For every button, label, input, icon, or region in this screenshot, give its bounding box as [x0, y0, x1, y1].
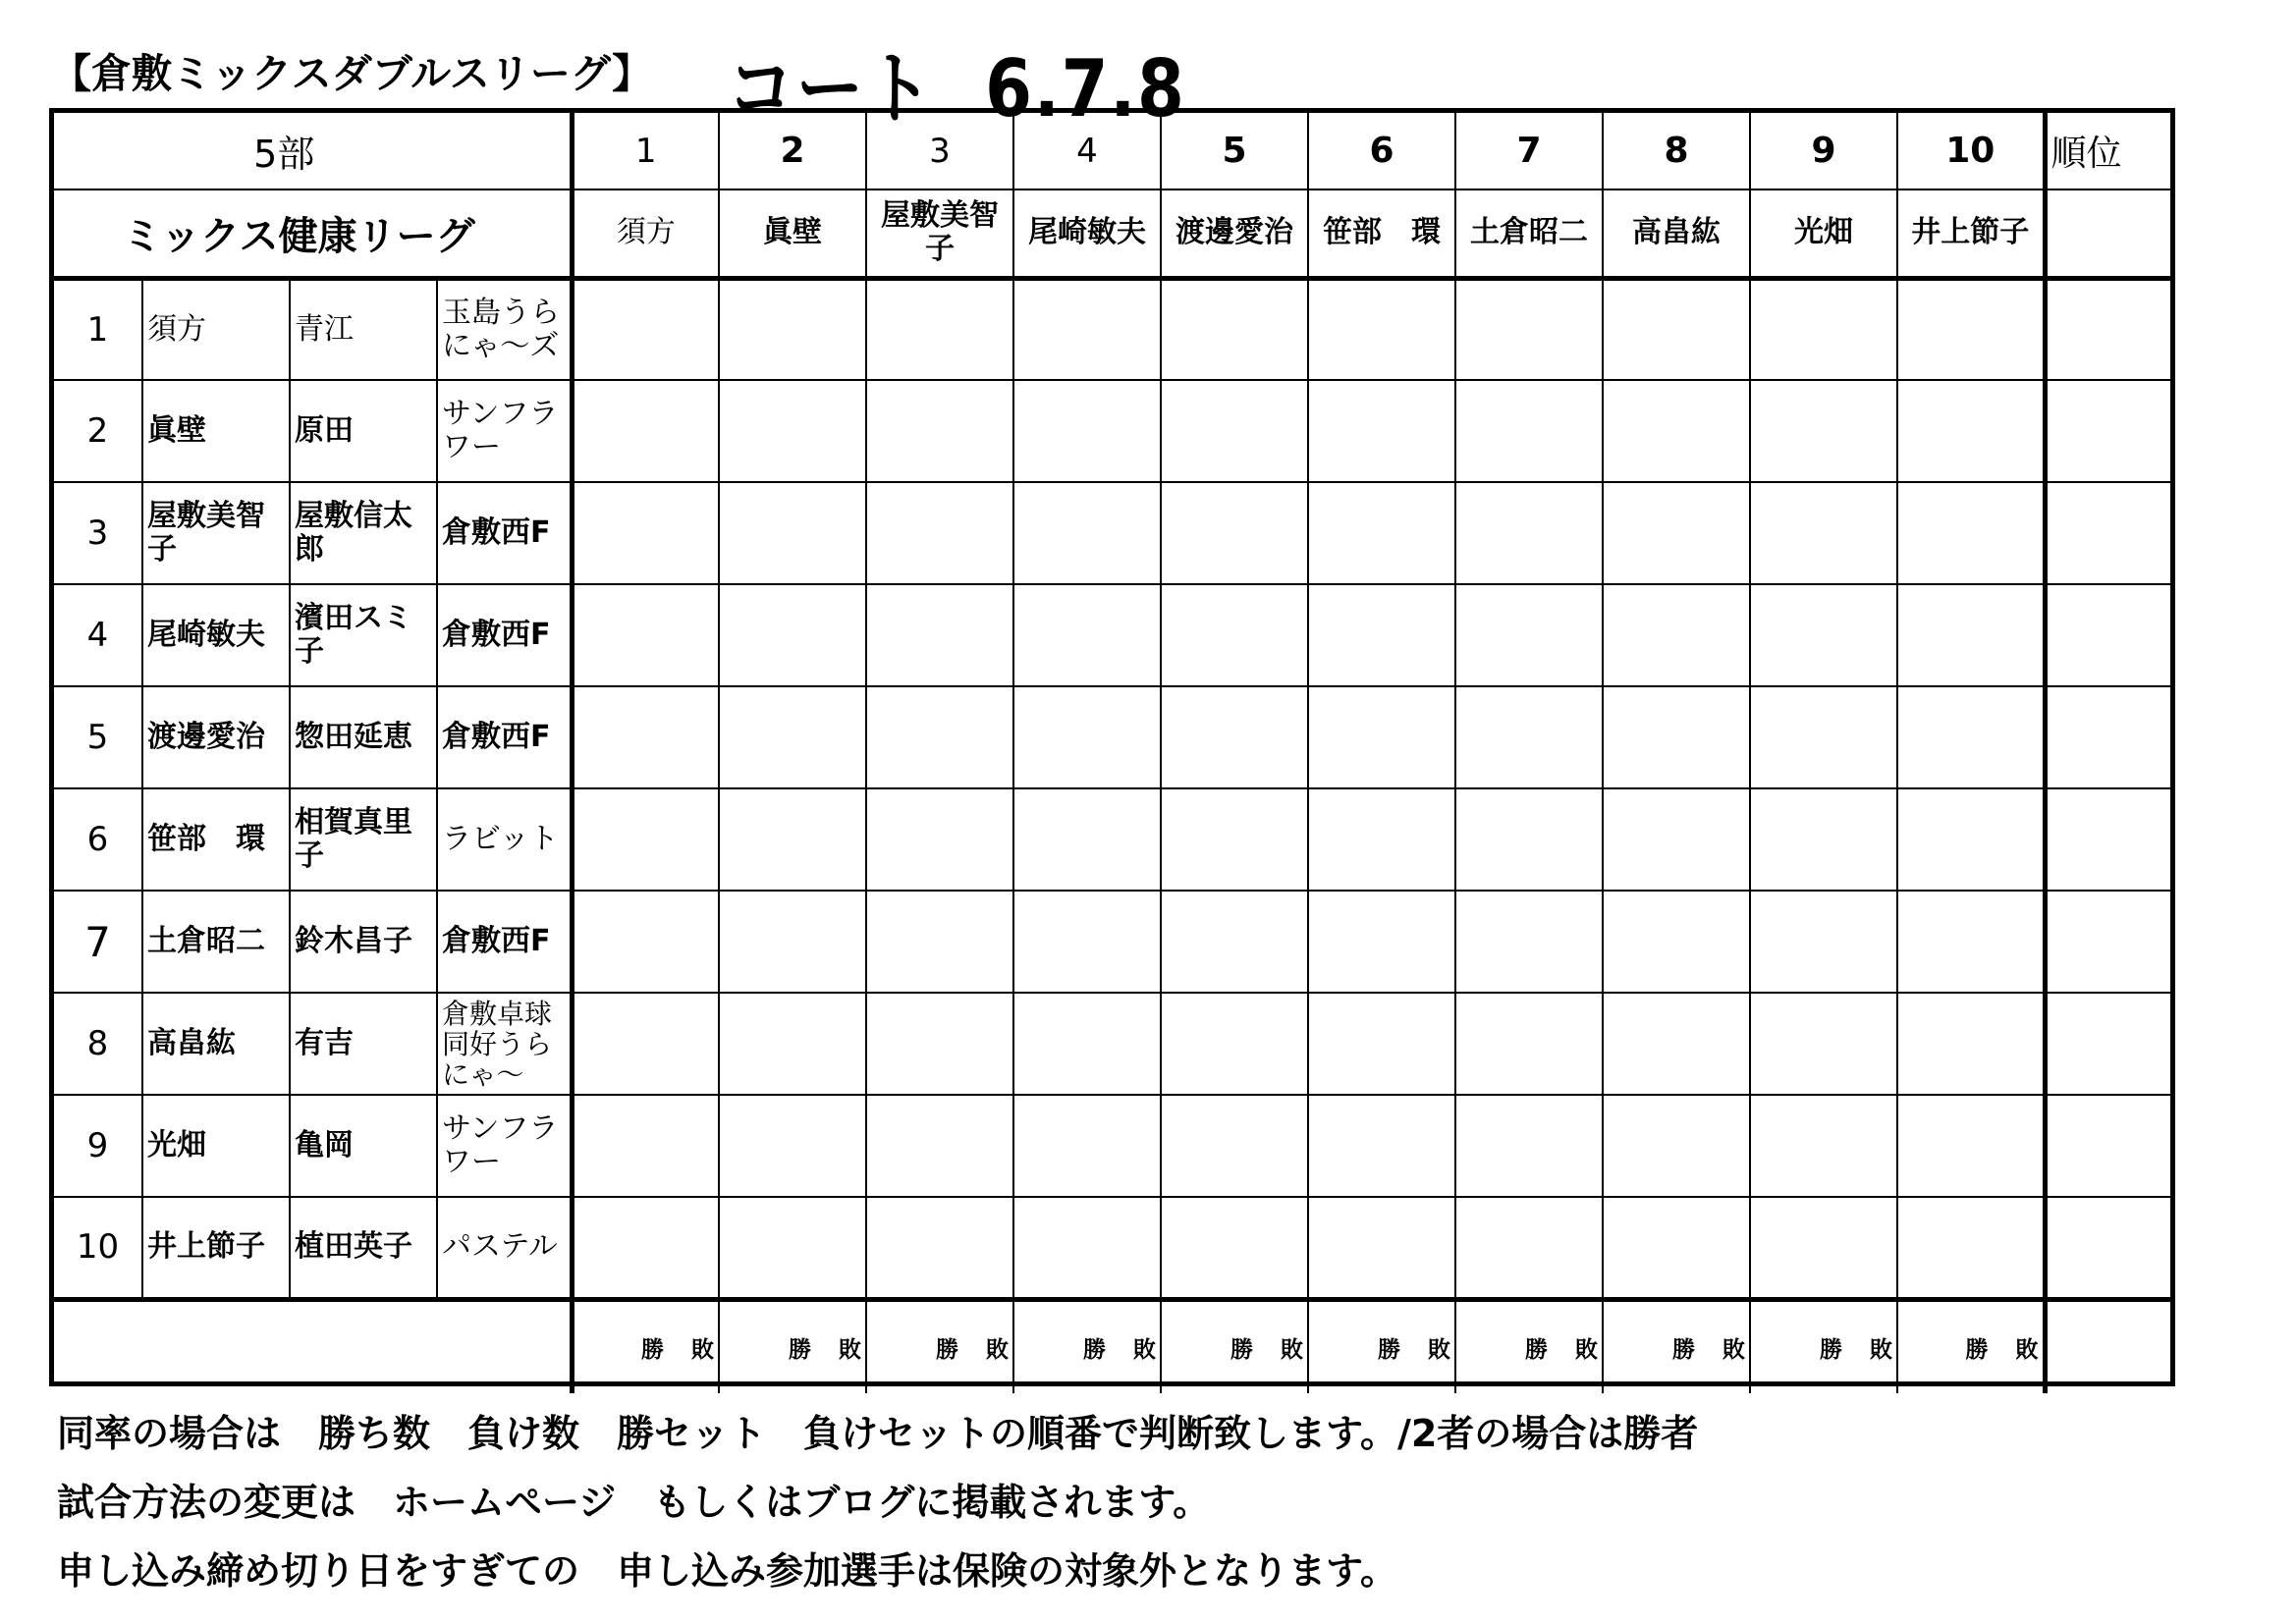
result-cell[interactable] [572, 686, 719, 788]
rank-cell[interactable] [2045, 1095, 2170, 1197]
result-cell[interactable] [572, 788, 719, 891]
result-cell[interactable] [1750, 1095, 1897, 1197]
loss-label: 敗 [1575, 1336, 1598, 1363]
partner-name: 亀岡 [290, 1095, 437, 1197]
column-name: 渡邊愛治 [1161, 189, 1308, 278]
column-name: 笹部 環 [1308, 189, 1455, 278]
club-name: 玉島うらにゃ～ズ [437, 278, 572, 380]
result-cell[interactable] [1161, 482, 1308, 584]
rank-cell[interactable] [2045, 380, 2170, 482]
result-cell[interactable] [1308, 380, 1455, 482]
win-loss-cell[interactable] [572, 1299, 719, 1393]
row-number: 5 [54, 686, 142, 788]
result-cell[interactable] [572, 1095, 719, 1197]
result-cell[interactable] [1308, 788, 1455, 891]
result-cell[interactable] [572, 584, 719, 686]
result-cell[interactable] [719, 993, 866, 1095]
result-cell[interactable] [1013, 482, 1161, 584]
result-cell[interactable] [1897, 891, 2045, 993]
result-cell[interactable] [1161, 380, 1308, 482]
result-cell[interactable] [1013, 993, 1161, 1095]
result-cell[interactable] [866, 686, 1013, 788]
player-row [54, 380, 2170, 482]
result-cell[interactable] [866, 1197, 1013, 1299]
win-label: 勝 [1083, 1336, 1106, 1363]
division-label: 5部 [54, 113, 572, 189]
result-cell[interactable] [1308, 686, 1455, 788]
row-number: 7 [54, 891, 142, 993]
result-cell[interactable] [1308, 1197, 1455, 1299]
rank-cell[interactable] [2045, 891, 2170, 993]
win-label: 勝 [789, 1336, 811, 1363]
win-loss-cell[interactable] [866, 1299, 1013, 1393]
result-cell[interactable] [1455, 380, 1603, 482]
column-number: 3 [866, 113, 1013, 189]
column-name: 光畑 [1750, 189, 1897, 278]
note-line: 申し込み締め切り日をすぎての 申し込み参加選手は保険の対象外となります。 [57, 1549, 1397, 1593]
header-name-row [54, 189, 2170, 278]
club-name: サンフラワー [437, 1095, 572, 1197]
loss-label: 敗 [2015, 1336, 2039, 1363]
player-name: 眞壁 [142, 380, 290, 482]
club-name: パステル [437, 1197, 572, 1299]
result-cell[interactable] [1603, 686, 1750, 788]
result-cell[interactable] [1013, 380, 1161, 482]
result-cell[interactable] [572, 993, 719, 1095]
win-loss-cell[interactable] [719, 1299, 866, 1393]
column-number: 1 [572, 113, 719, 189]
notes [57, 1399, 1698, 1605]
result-cell[interactable] [1897, 993, 2045, 1095]
result-cell[interactable] [1750, 686, 1897, 788]
player-name: 井上節子 [142, 1197, 290, 1299]
result-cell[interactable] [1161, 686, 1308, 788]
result-cell[interactable] [1455, 278, 1603, 380]
result-cell[interactable] [1603, 993, 1750, 1095]
note-line: 試合方法の変更は ホームページ もしくはブログに掲載されます。 [57, 1481, 1211, 1524]
column-number: 7 [1455, 113, 1603, 189]
column-name: 屋敷美智子 [866, 189, 1013, 278]
result-cell[interactable] [719, 380, 866, 482]
result-cell[interactable] [1161, 993, 1308, 1095]
loss-label: 敗 [1133, 1336, 1156, 1363]
result-cell[interactable] [1013, 1095, 1161, 1197]
rank-cell[interactable] [2045, 482, 2170, 584]
result-cell[interactable] [1455, 1197, 1603, 1299]
player-row [54, 686, 2170, 788]
result-cell[interactable] [1013, 278, 1161, 380]
column-number: 10 [1897, 113, 2045, 189]
result-cell[interactable] [1013, 584, 1161, 686]
result-cell[interactable] [1750, 278, 1897, 380]
player-name: 笹部 環 [142, 788, 290, 891]
row-number: 9 [54, 1095, 142, 1197]
result-cell[interactable] [1603, 278, 1750, 380]
column-number: 2 [719, 113, 866, 189]
result-cell[interactable] [719, 278, 866, 380]
result-cell[interactable] [1455, 482, 1603, 584]
result-cell[interactable] [572, 482, 719, 584]
player-row [54, 788, 2170, 891]
player-name: 土倉昭二 [142, 891, 290, 993]
partner-name: 原田 [290, 380, 437, 482]
win-label: 勝 [1965, 1336, 1989, 1363]
result-cell[interactable] [866, 1095, 1013, 1197]
result-cell[interactable] [866, 278, 1013, 380]
rank-header-blank [2045, 189, 2170, 278]
result-cell[interactable] [1897, 788, 2045, 891]
column-name: 井上節子 [1897, 189, 2045, 278]
club-name: サンフラワー [437, 380, 572, 482]
rank-cell[interactable] [2045, 278, 2170, 380]
player-row [54, 584, 2170, 686]
result-cell[interactable] [866, 482, 1013, 584]
win-label: 勝 [1672, 1336, 1695, 1363]
club-name: 倉敷西F [437, 686, 572, 788]
result-cell[interactable] [1603, 584, 1750, 686]
loss-label: 敗 [1428, 1336, 1450, 1363]
result-cell[interactable] [1750, 482, 1897, 584]
column-number: 4 [1013, 113, 1161, 189]
win-loss-cell[interactable] [1603, 1299, 1750, 1393]
footer-blank [54, 1299, 572, 1393]
result-cell[interactable] [1603, 891, 1750, 993]
partner-name: 濱田スミ子 [290, 584, 437, 686]
column-name: 高畠紘 [1603, 189, 1750, 278]
win-loss-cell[interactable] [1161, 1299, 1308, 1393]
result-cell[interactable] [719, 788, 866, 891]
result-cell[interactable] [572, 380, 719, 482]
result-cell[interactable] [1750, 584, 1897, 686]
result-cell[interactable] [1013, 891, 1161, 993]
result-cell[interactable] [1455, 686, 1603, 788]
rank-cell[interactable] [2045, 584, 2170, 686]
partner-name: 惣田延恵 [290, 686, 437, 788]
court-label: コート [727, 43, 935, 135]
result-cell[interactable] [1603, 482, 1750, 584]
club-name: 倉敷卓球同好うらにゃ～ [437, 993, 572, 1095]
result-cell[interactable] [1455, 891, 1603, 993]
player-row [54, 482, 2170, 584]
result-cell[interactable] [1455, 1095, 1603, 1197]
loss-label: 敗 [1722, 1336, 1745, 1363]
player-name: 渡邊愛治 [142, 686, 290, 788]
player-row [54, 1095, 2170, 1197]
column-name: 土倉昭二 [1455, 189, 1603, 278]
result-cell[interactable] [1161, 278, 1308, 380]
result-cell[interactable] [866, 380, 1013, 482]
row-number: 2 [54, 380, 142, 482]
win-label: 勝 [1525, 1336, 1548, 1363]
rank-header: 順位 [2045, 113, 2170, 189]
win-label: 勝 [1378, 1336, 1400, 1363]
partner-name: 屋敷信太郎 [290, 482, 437, 584]
row-number: 8 [54, 993, 142, 1095]
result-cell[interactable] [1750, 380, 1897, 482]
result-cell[interactable] [1750, 993, 1897, 1095]
result-cell[interactable] [1750, 1197, 1897, 1299]
result-cell[interactable] [866, 993, 1013, 1095]
result-cell[interactable] [1603, 1197, 1750, 1299]
rank-cell[interactable] [2045, 993, 2170, 1095]
column-number: 9 [1750, 113, 1897, 189]
column-name: 眞壁 [719, 189, 866, 278]
player-row [54, 993, 2170, 1095]
win-label: 勝 [1820, 1336, 1842, 1363]
result-cell[interactable] [1161, 1095, 1308, 1197]
result-cell[interactable] [1013, 1197, 1161, 1299]
partner-name: 鈴木昌子 [290, 891, 437, 993]
header-number-row [54, 113, 2170, 189]
win-label: 勝 [936, 1336, 958, 1363]
result-cell[interactable] [1603, 380, 1750, 482]
partner-name: 青江 [290, 278, 437, 380]
club-name: 倉敷西F [437, 891, 572, 993]
club-name: 倉敷西F [437, 584, 572, 686]
result-cell[interactable] [1897, 686, 2045, 788]
club-name: 倉敷西F [437, 482, 572, 584]
player-row [54, 891, 2170, 993]
result-cell[interactable] [572, 278, 719, 380]
result-cell[interactable] [1308, 482, 1455, 584]
result-cell[interactable] [1897, 278, 2045, 380]
result-cell[interactable] [1013, 788, 1161, 891]
result-cell[interactable] [1161, 891, 1308, 993]
player-name: 屋敷美智子 [142, 482, 290, 584]
club-name: ラビット [437, 788, 572, 891]
court-numbers: 6.7.8 [985, 43, 1186, 135]
loss-label: 敗 [691, 1336, 714, 1363]
column-number: 5 [1161, 113, 1308, 189]
win-loss-cell[interactable] [1308, 1299, 1455, 1393]
column-number: 8 [1603, 113, 1750, 189]
result-cell[interactable] [719, 1095, 866, 1197]
win-label: 勝 [1230, 1336, 1253, 1363]
player-name: 須方 [142, 278, 290, 380]
row-number: 6 [54, 788, 142, 891]
win-loss-cell[interactable] [1013, 1299, 1161, 1393]
result-cell[interactable] [1750, 788, 1897, 891]
loss-label: 敗 [839, 1336, 861, 1363]
win-loss-cell[interactable] [1455, 1299, 1603, 1393]
win-label: 勝 [641, 1336, 664, 1363]
result-cell[interactable] [1897, 584, 2045, 686]
loss-label: 敗 [1870, 1336, 1892, 1363]
rank-cell[interactable] [2045, 686, 2170, 788]
row-number: 3 [54, 482, 142, 584]
result-cell[interactable] [1897, 1095, 2045, 1197]
result-cell[interactable] [572, 891, 719, 993]
partner-name: 有吉 [290, 993, 437, 1095]
loss-label: 敗 [986, 1336, 1009, 1363]
league-table [49, 108, 2175, 1386]
result-cell[interactable] [1897, 1197, 2045, 1299]
result-cell[interactable] [1161, 584, 1308, 686]
result-cell[interactable] [719, 482, 866, 584]
column-name: 尾崎敏夫 [1013, 189, 1161, 278]
result-cell[interactable] [1013, 686, 1161, 788]
result-cell[interactable] [1308, 584, 1455, 686]
result-cell[interactable] [1897, 380, 2045, 482]
rank-total-cell[interactable] [2045, 1299, 2170, 1393]
result-cell[interactable] [1455, 993, 1603, 1095]
result-cell[interactable] [1897, 482, 2045, 584]
result-cell[interactable] [866, 891, 1013, 993]
result-cell[interactable] [719, 686, 866, 788]
player-name: 尾崎敏夫 [142, 584, 290, 686]
result-cell[interactable] [719, 584, 866, 686]
result-cell[interactable] [572, 1197, 719, 1299]
result-cell[interactable] [719, 891, 866, 993]
row-number: 1 [54, 278, 142, 380]
result-cell[interactable] [1455, 788, 1603, 891]
result-cell[interactable] [1308, 1095, 1455, 1197]
partner-name: 植田英子 [290, 1197, 437, 1299]
result-cell[interactable] [866, 584, 1013, 686]
player-row [54, 278, 2170, 380]
league-title: 【倉敷ミックスダブルスリーグ】 [51, 50, 653, 97]
win-loss-row [54, 1299, 2170, 1393]
result-cell[interactable] [1603, 788, 1750, 891]
result-cell[interactable] [719, 1197, 866, 1299]
result-cell[interactable] [1161, 788, 1308, 891]
note-line: 同率の場合は 勝ち数 負け数 勝セット 負けセットの順番で判断致します。/2者の場合は勝者 [57, 1412, 1699, 1455]
partner-name: 相賀真里子 [290, 788, 437, 891]
league-grid [54, 113, 2170, 1393]
win-loss-cell[interactable] [1750, 1299, 1897, 1393]
loss-label: 敗 [1281, 1336, 1303, 1363]
column-name: 須方 [572, 189, 719, 278]
result-cell[interactable] [1455, 584, 1603, 686]
result-cell[interactable] [1308, 278, 1455, 380]
result-cell[interactable] [1161, 1197, 1308, 1299]
row-number: 10 [54, 1197, 142, 1299]
result-cell[interactable] [1308, 993, 1455, 1095]
rank-cell[interactable] [2045, 788, 2170, 891]
player-row [54, 1197, 2170, 1299]
player-name: 高畠紘 [142, 993, 290, 1095]
row-number: 4 [54, 584, 142, 686]
result-cell[interactable] [1750, 891, 1897, 993]
rank-cell[interactable] [2045, 1197, 2170, 1299]
result-cell[interactable] [1308, 891, 1455, 993]
column-number: 6 [1308, 113, 1455, 189]
win-loss-cell[interactable] [1897, 1299, 2045, 1393]
player-name: 光畑 [142, 1095, 290, 1197]
league-subtitle: ミックス健康リーグ [54, 189, 572, 278]
result-cell[interactable] [866, 788, 1013, 891]
result-cell[interactable] [1603, 1095, 1750, 1197]
